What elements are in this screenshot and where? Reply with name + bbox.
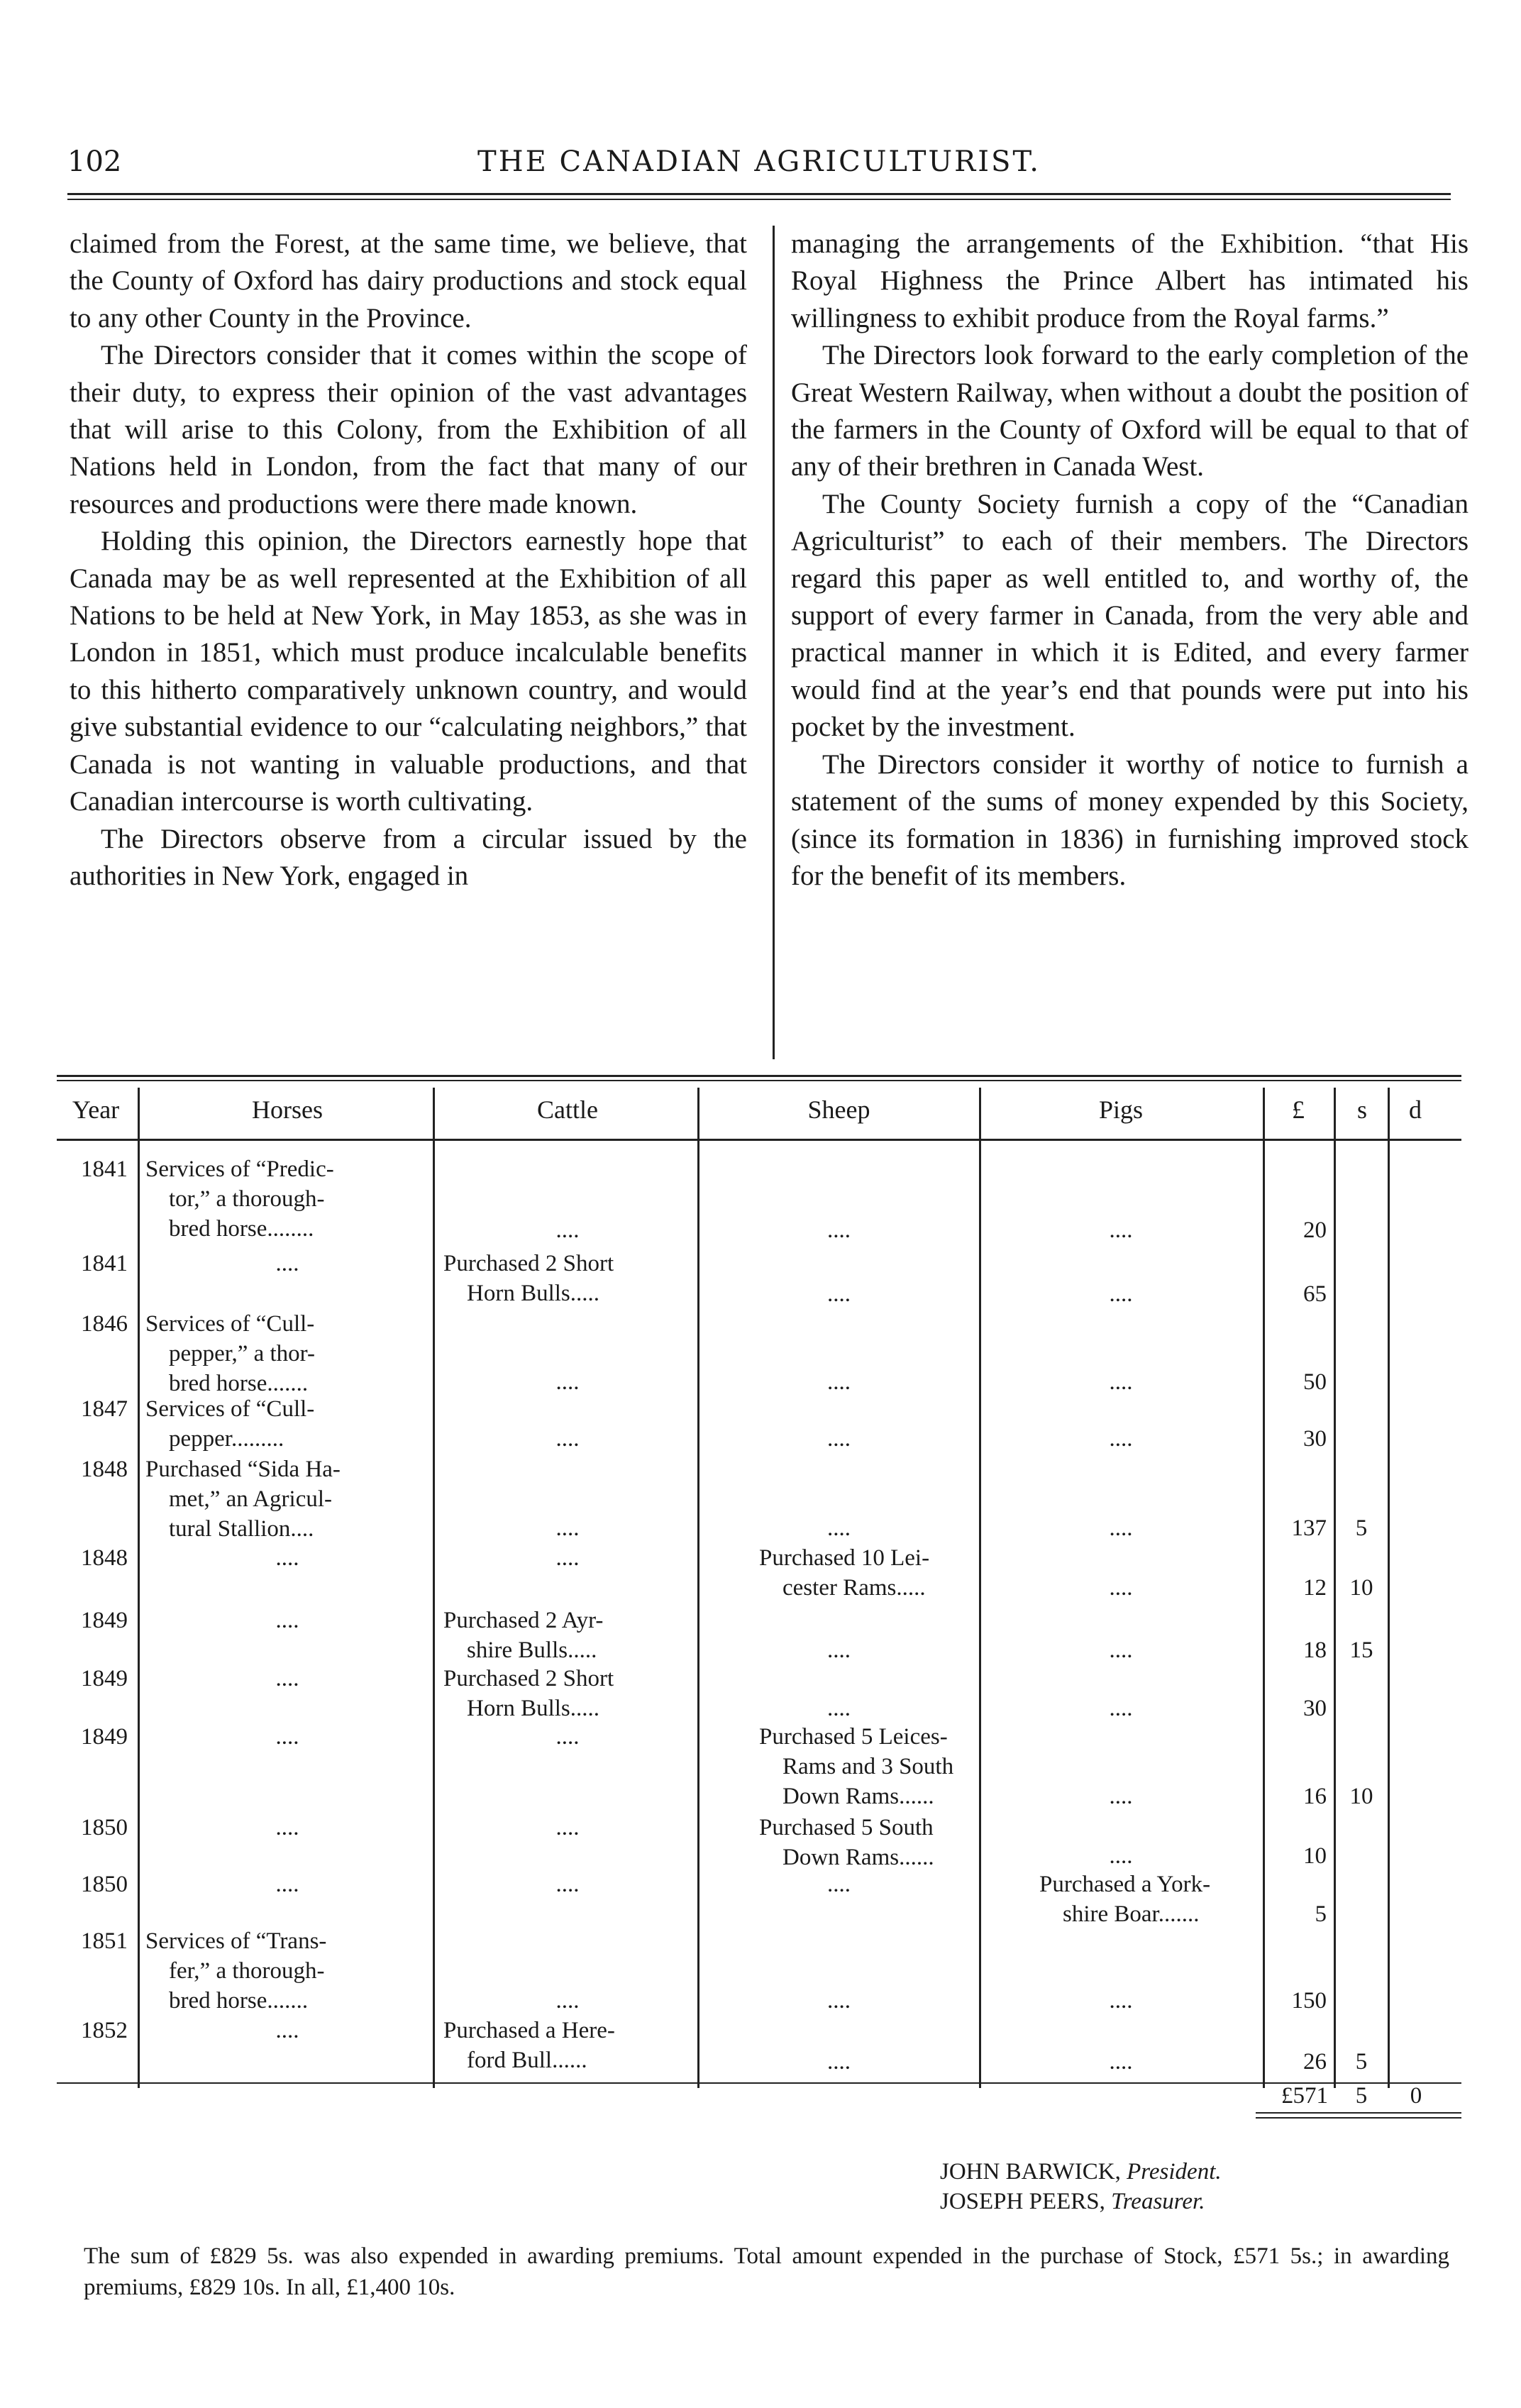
pigs-cell: .... [1109, 1426, 1133, 1452]
col-line-sheep [979, 1088, 981, 2088]
sheep-cell: .... [827, 1217, 851, 1243]
pounds-cell: 137 [1291, 1515, 1327, 1541]
president-title: President. [1127, 2159, 1222, 2185]
total-pounds: £571 [1281, 2083, 1328, 2109]
sheep-cell: .... [827, 1515, 851, 1541]
horses-cell: .... [275, 1724, 299, 1750]
header-rule-top [67, 193, 1451, 195]
cattle-cell: .... [555, 1426, 580, 1452]
col-line-cattle [697, 1088, 699, 2088]
year-cell: 1849 [81, 1666, 128, 1691]
header-rule [57, 1139, 1461, 1141]
pounds-cell: 12 [1303, 1575, 1327, 1601]
right-paragraph: managing the arrangements of the Exhibition. “that His Royal Highness the Prince Albert has intimated his willingness to exhibit produce from the Royal farms.” [791, 228, 1469, 333]
pigs-cell: .... [1109, 1369, 1133, 1395]
column-divider [773, 226, 775, 1059]
pounds-cell: 30 [1303, 1696, 1327, 1721]
cattle-cell: Purchased 2 Short Horn Bulls..... [443, 1666, 614, 1721]
horses-cell: Services of “Predic- tor,” a thorough- bred horse........ [145, 1156, 334, 1242]
left-paragraph: claimed from the Forest, at the same time, we believe, that the County of Oxford has dairy productions and stock equal to any other County in the Province. [70, 228, 747, 333]
cattle-cell: .... [555, 1724, 580, 1750]
pigs-cell: .... [1109, 1281, 1133, 1307]
cattle-cell: .... [555, 1872, 580, 1897]
treasurer-signature [940, 2187, 1205, 2216]
year-cell: 1849 [81, 1608, 128, 1633]
president-name: JOHN BARWICK, [940, 2159, 1121, 2185]
pounds-cell: 18 [1303, 1637, 1327, 1663]
pounds-cell: 50 [1303, 1369, 1327, 1395]
cattle-cell: .... [555, 1217, 580, 1243]
year-cell: 1848 [81, 1457, 128, 1482]
pigs-cell: Purchased a York- shire Boar....... [1039, 1872, 1211, 1927]
left-text-column [70, 226, 747, 895]
pigs-cell: .... [1109, 1637, 1133, 1663]
header-pigs: Pigs [1098, 1095, 1144, 1124]
right-paragraph: The Directors look forward to the early completion of the Great Western Railway, when without a doubt the position of the farmers in the County of Oxford will be equal to that of any of their brethren in Canada West. [791, 340, 1469, 482]
horses-cell: Purchased “Sida Ha- met,” an Agricul- tural Stallion.... [145, 1457, 341, 1542]
sheep-cell: Purchased 5 Leices- Rams and 3 South Down Rams...... [759, 1724, 954, 1809]
sheep-cell: .... [827, 1637, 851, 1663]
year-cell: 1851 [81, 1928, 128, 1954]
header-year: Year [72, 1095, 120, 1124]
col-line-year [138, 1088, 140, 2088]
pounds-cell: 30 [1303, 1426, 1327, 1452]
pounds-cell: 10 [1303, 1843, 1327, 1869]
footnote: The sum of £829 5s. was also expended in awarding premiums. Total amount expended in the purchase of Stock, £571 5s.; in awarding premiums, £829 10s. In all, £1,400 10s. [84, 2243, 1449, 2300]
header-cattle: Cattle [537, 1095, 598, 1124]
right-paragraph: The County Society furnish a copy of the “Canadian Agriculturist” to each of their members. The Directors regard this paper as well entitled to, and worthy of, the support of every farmer in Canada, from the very able and practical manner in which it is Edited, and every farmer would find at the year’s end that pounds were put into his pocket by the investment. [791, 488, 1469, 743]
total-rule-1 [1256, 2112, 1461, 2114]
pounds-cell: 16 [1303, 1784, 1327, 1809]
horses-cell: .... [275, 2018, 299, 2043]
table-rule-top-2 [57, 1080, 1461, 1081]
page-number: 102 [67, 145, 122, 178]
cattle-cell: .... [555, 1988, 580, 2014]
year-cell: 1850 [81, 1815, 128, 1840]
total-shillings: 5 [1355, 2083, 1368, 2109]
pounds-cell: 5 [1315, 1901, 1327, 1927]
shillings-cell: 10 [1349, 1784, 1373, 1809]
year-cell: 1850 [81, 1872, 128, 1897]
right-paragraph: The Directors consider it worthy of notice to furnish a statement of the sums of money expended by this Society, (since its formation in 1836) in furnishing improved stock for the benefit of its members. [791, 749, 1469, 891]
pounds-cell: 26 [1303, 2049, 1327, 2075]
pounds-cell: 65 [1303, 1281, 1327, 1307]
treasurer-name: JOSEPH PEERS, [940, 2189, 1105, 2214]
left-paragraph: The Directors observe from a circular issued by the authorities in New York, engaged in [70, 823, 747, 891]
pigs-cell: .... [1109, 1988, 1133, 2014]
horses-cell: Services of “Trans- fer,” a thorough- bred horse....... [145, 1928, 327, 2014]
sheep-cell: Purchased 5 South Down Rams...... [759, 1815, 934, 1870]
col-line-shillings [1388, 1088, 1390, 2088]
right-text-column [791, 226, 1469, 895]
cattle-cell: Purchased 2 Ayr- shire Bulls..... [443, 1608, 604, 1663]
header-shillings: s [1356, 1095, 1367, 1124]
year-cell: 1847 [81, 1396, 128, 1422]
horses-cell: .... [275, 1545, 299, 1571]
pigs-cell: .... [1109, 1784, 1133, 1809]
horses-cell: .... [275, 1666, 299, 1691]
year-cell: 1841 [81, 1251, 128, 1276]
sheep-cell: .... [827, 1281, 851, 1307]
year-cell: 1852 [81, 2018, 128, 2043]
col-line-pigs [1263, 1088, 1265, 2088]
year-cell: 1849 [81, 1724, 128, 1750]
page-header [67, 145, 1451, 188]
cattle-cell: Purchased 2 Short Horn Bulls..... [443, 1251, 614, 1306]
col-line-horses [433, 1088, 435, 2088]
total-rule-2 [1256, 2117, 1461, 2119]
year-cell: 1848 [81, 1545, 128, 1571]
cattle-cell: .... [555, 1369, 580, 1395]
sheep-cell: .... [827, 1872, 851, 1897]
header-horses: Horses [252, 1095, 323, 1124]
year-cell: 1841 [81, 1156, 128, 1182]
shillings-cell: 15 [1349, 1637, 1373, 1663]
horses-cell: Services of “Cull- pepper......... [145, 1396, 315, 1452]
table-bottom-rule [57, 2082, 1461, 2084]
cattle-cell: .... [555, 1815, 580, 1840]
shillings-cell: 5 [1355, 1515, 1368, 1541]
pigs-cell: .... [1109, 1575, 1133, 1601]
pounds-cell: 20 [1303, 1217, 1327, 1243]
table-rule-top [57, 1075, 1461, 1077]
sheep-cell: .... [827, 1426, 851, 1452]
pigs-cell: .... [1109, 1515, 1133, 1541]
sheep-cell: Purchased 10 Lei- cester Rams..... [759, 1545, 930, 1601]
cattle-cell: .... [555, 1515, 580, 1541]
horses-cell: .... [275, 1815, 299, 1840]
pounds-cell: 150 [1291, 1988, 1327, 2014]
total-pence: 0 [1410, 2083, 1422, 2109]
treasurer-title: Treasurer. [1111, 2189, 1205, 2214]
cattle-cell: .... [555, 1545, 580, 1571]
horses-cell: .... [275, 1251, 299, 1276]
shillings-cell: 5 [1355, 2049, 1368, 2075]
year-cell: 1846 [81, 1311, 128, 1337]
header-pounds: £ [1292, 1095, 1305, 1124]
sheep-cell: .... [827, 1369, 851, 1395]
president-signature [940, 2157, 1222, 2187]
left-paragraph: The Directors consider that it comes within the scope of their duty, to express their opinion of the vast advantages that will arise to this Colony, from the Exhibition of all Nations held in London, from the fact that many of our resources and productions were there made known. [70, 340, 747, 519]
header-sheep: Sheep [807, 1095, 870, 1124]
pigs-cell: .... [1109, 1696, 1133, 1721]
expenditure-table [57, 1075, 1461, 2109]
sheep-cell: .... [827, 1696, 851, 1721]
pigs-cell: .... [1109, 2049, 1133, 2075]
header-pence: d [1409, 1095, 1422, 1124]
horses-cell: .... [275, 1608, 299, 1633]
header-rule-bottom [67, 199, 1451, 200]
left-paragraph: Holding this opinion, the Directors earnestly hope that Canada may be as well represented at the Exhibition of all Nations to be held at New York, in May 1853, as she was in London in 1851, which must produce incalculable benefits to this hitherto comparatively unknown country, and would give substantial evidence to our “calculating neighbors,” that Canada is not wanting in valuable productions, and that Canadian intercourse is worth cultivating. [70, 526, 747, 817]
sheep-cell: .... [827, 1988, 851, 2014]
pigs-cell: .... [1109, 1843, 1133, 1869]
pigs-cell: .... [1109, 1217, 1133, 1243]
running-title: THE CANADIAN AGRICULTURIST. [477, 145, 1041, 178]
shillings-cell: 10 [1349, 1575, 1373, 1601]
horses-cell: Services of “Cull- pepper,” a thor- bred horse....... [145, 1311, 315, 1396]
horses-cell: .... [275, 1872, 299, 1897]
cattle-cell: Purchased a Here- ford Bull...... [443, 2018, 615, 2073]
sheep-cell: .... [827, 2049, 851, 2075]
